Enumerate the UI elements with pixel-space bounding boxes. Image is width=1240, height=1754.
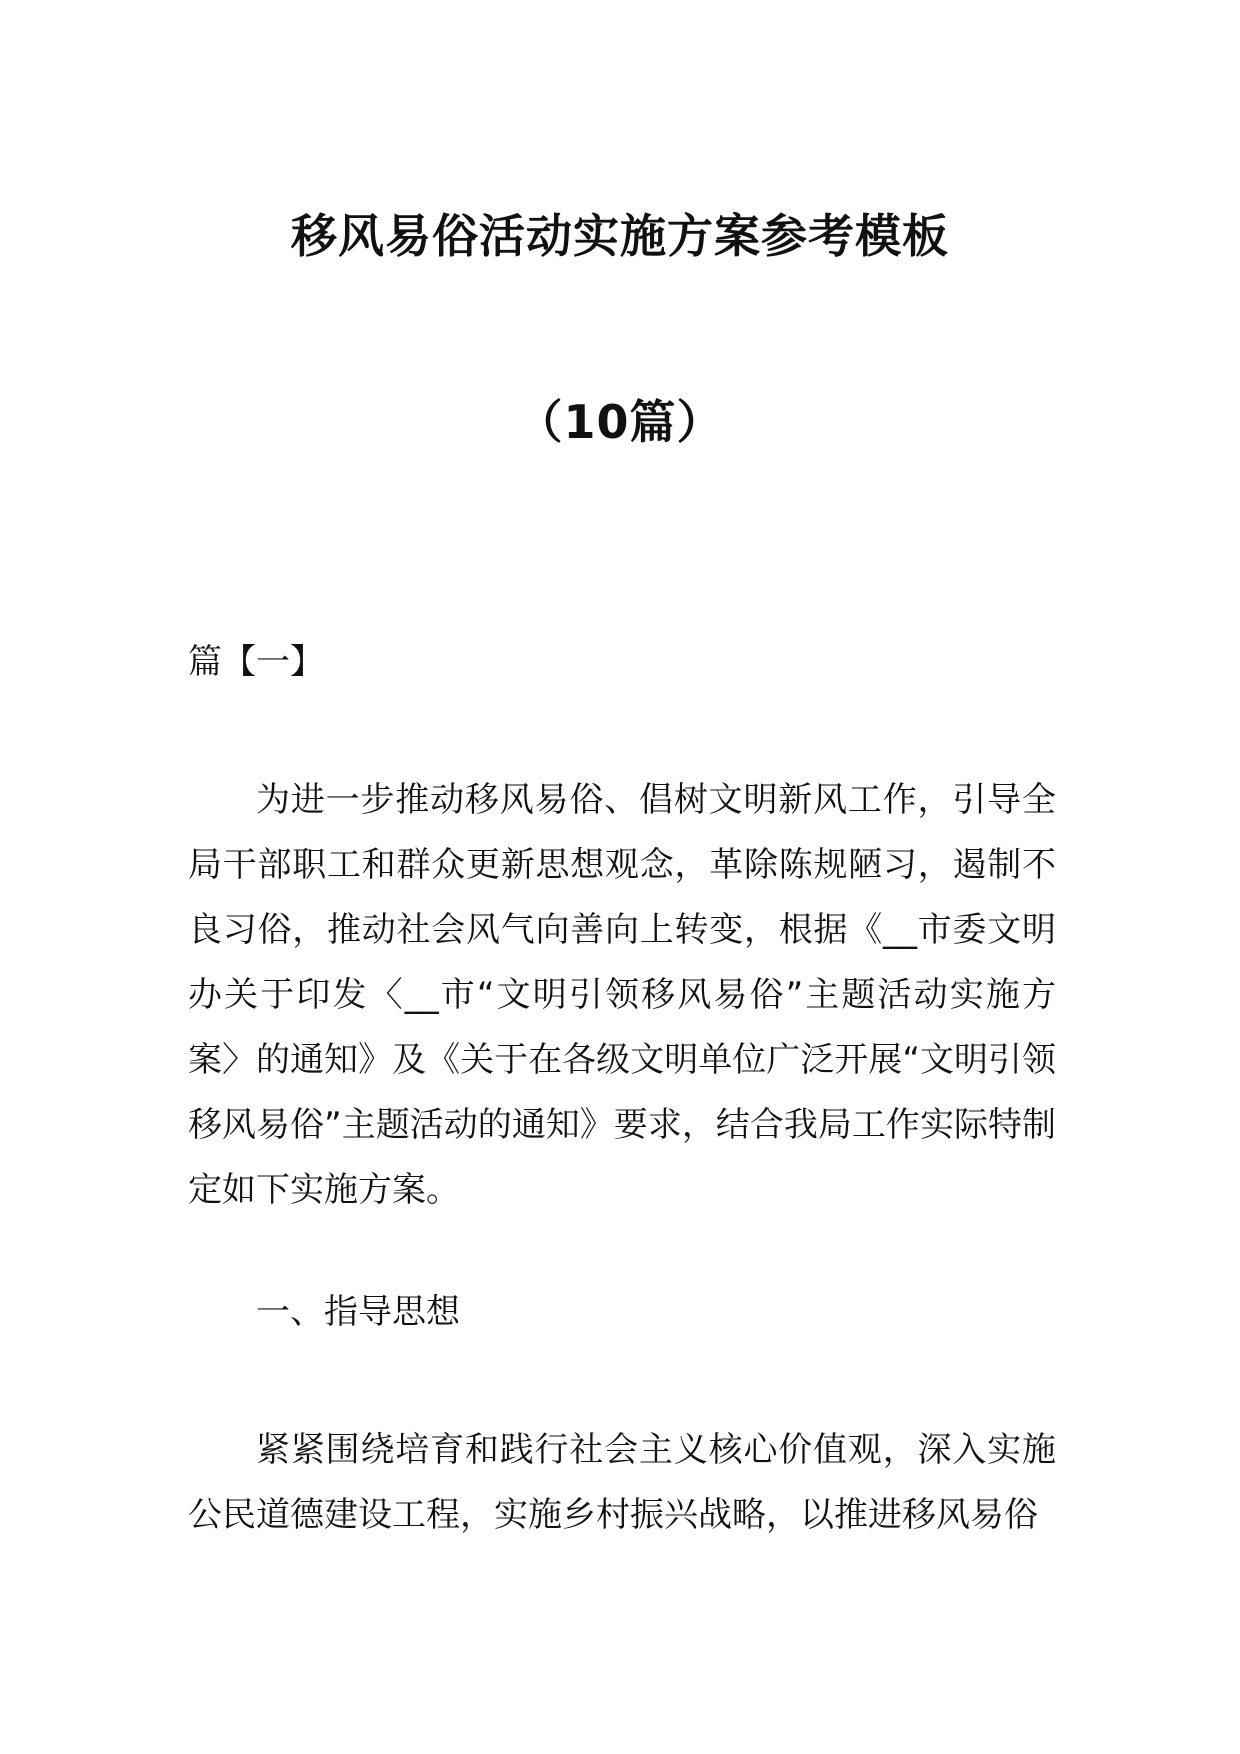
document-title: 移风易俗活动实施方案参考模板 [291, 209, 949, 263]
paragraph-intro: 为进一步推动移风易俗、倡树文明新风工作，引导全局干部职工和群众更新思想观念，革除陈规陋习，遏制不良习俗，推动社会风气向善向上转变，根据《__市委文明办关于印发〈__市“文明引领移风易俗”主题活动实施方案〉的通知》及《关于在各级文明单位广泛开展“文明引领移风易俗”主题活动的通知》要求，结合我局工作实际特制定如下实施方案。 [188, 780, 1056, 1210]
section-label: 篇【一】 [188, 642, 324, 682]
document-subtitle: （10篇） [516, 395, 724, 449]
heading-guiding-ideology: 一、指导思想 [256, 1292, 460, 1332]
paragraph-guiding-ideology: 紧紧围绕培育和践行社会主义核心价值观，深入实施公民道德建设工程，实施乡村振兴战略，以推进移风易俗 [188, 1430, 1056, 1535]
